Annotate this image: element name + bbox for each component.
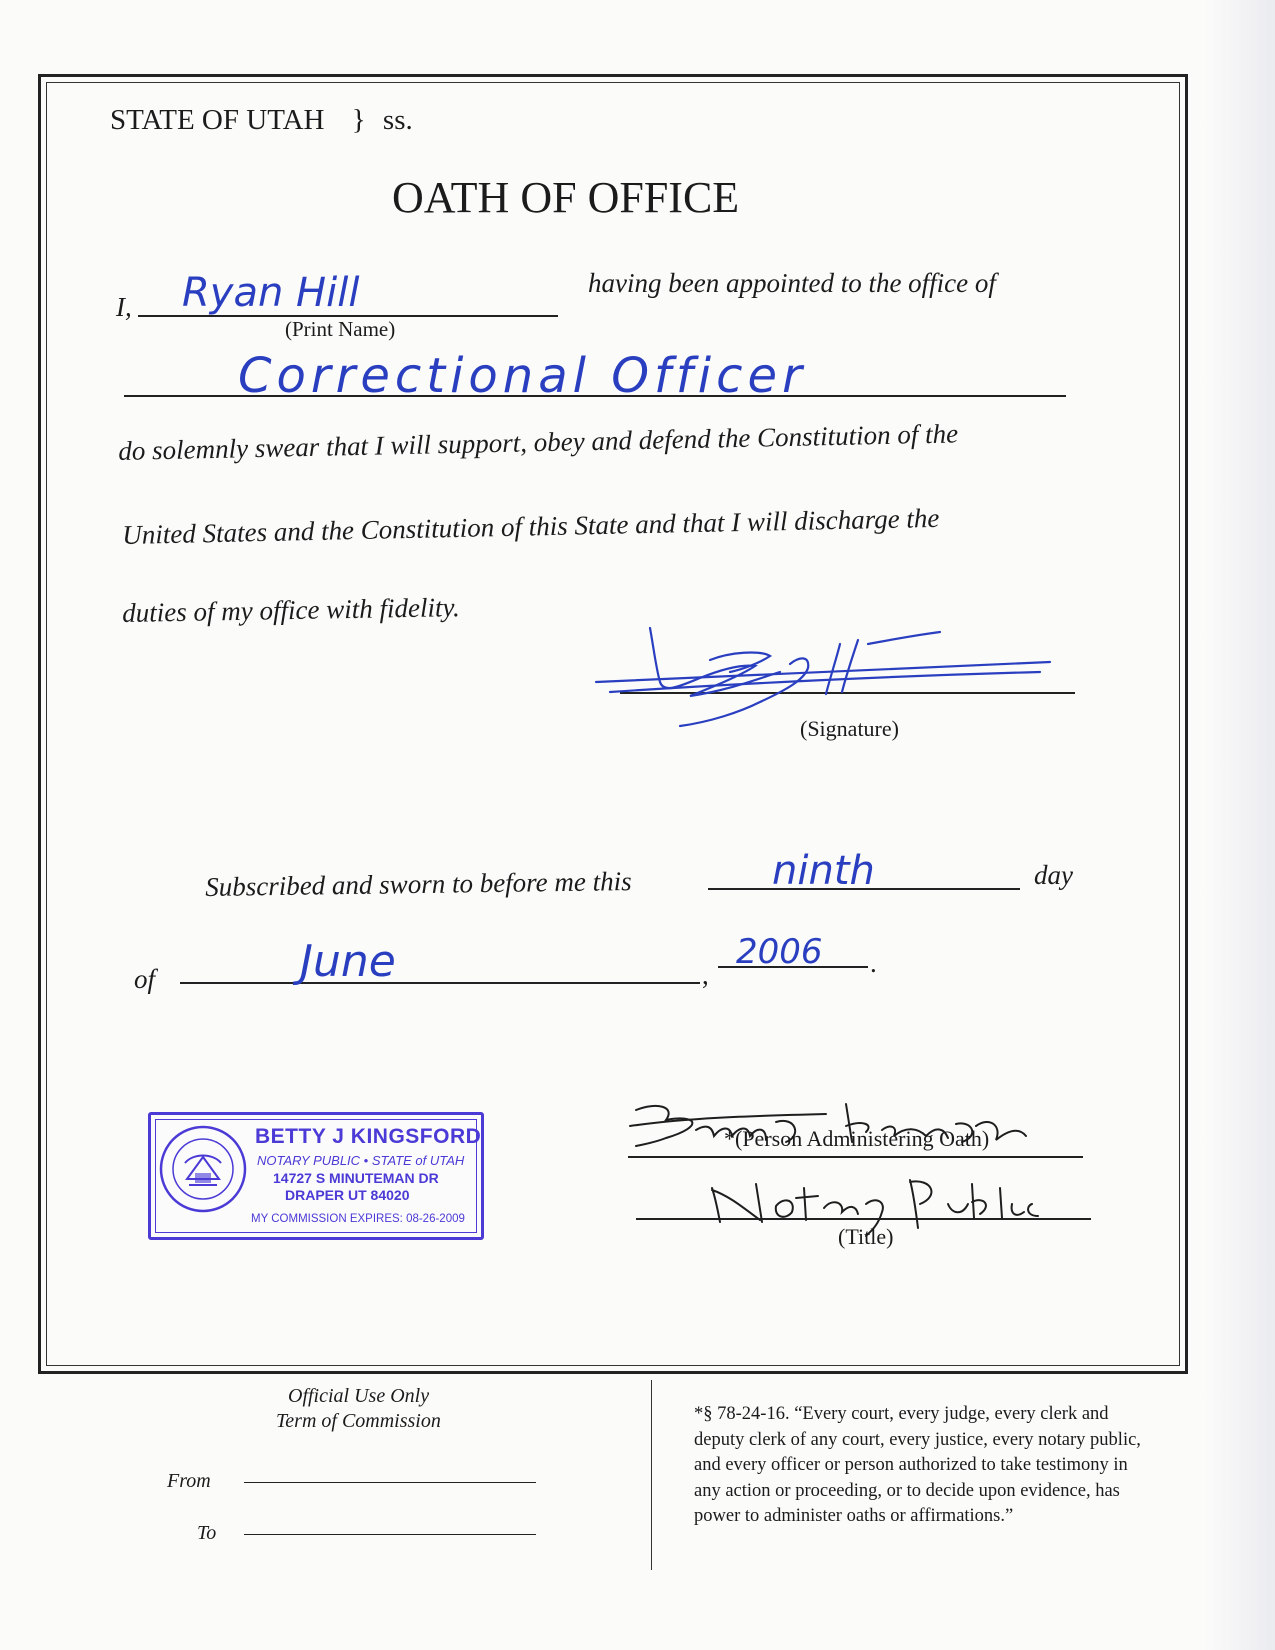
oath-body-line-2: United States and the Constitution of this State and that I will discharge the xyxy=(122,502,940,550)
day-word: day xyxy=(1034,860,1073,890)
state-heading xyxy=(110,104,413,137)
statute-text xyxy=(694,1402,1141,1530)
year-period: . xyxy=(870,948,877,978)
to-line[interactable] xyxy=(244,1534,536,1535)
venue-brace: } xyxy=(351,104,366,136)
official-use-label: Official Use Only xyxy=(288,1385,430,1407)
term-of-commission-label: Term of Commission xyxy=(276,1410,441,1432)
statute-line-4: any action or proceeding, or to decide upon evidence, has xyxy=(694,1480,1120,1501)
office-value: Correctional Officer xyxy=(238,348,807,404)
signature-caption: (Signature) xyxy=(800,716,899,741)
appointed-text: having been appointed to the office of xyxy=(588,268,996,298)
footer-divider xyxy=(651,1380,652,1570)
print-name-value: Ryan Hill xyxy=(182,270,360,316)
page-title: OATH OF OFFICE xyxy=(392,173,740,222)
oath-body-line-1: do solemnly swear that I will support, obey and defend the Constitution of the xyxy=(118,418,959,466)
subscribed-text: Subscribed and sworn to before me this xyxy=(205,866,632,902)
from-label: From xyxy=(167,1470,211,1492)
oath-body-line-3: duties of my office with fidelity. xyxy=(122,592,460,628)
year-value: 2006 xyxy=(736,932,823,972)
venue-ss: ss. xyxy=(382,104,413,136)
from-line[interactable] xyxy=(244,1482,536,1483)
title-caption: (Title) xyxy=(838,1224,894,1249)
state-name: STATE OF UTAH xyxy=(110,104,325,136)
stamp-address: 14727 S MINUTEMAN DR xyxy=(273,1170,439,1186)
stamp-notary-title: NOTARY PUBLIC • STATE of UTAH xyxy=(257,1153,465,1168)
to-label: To xyxy=(197,1522,217,1544)
statute-line-2: deputy clerk of any court, every justice, every notary public, xyxy=(694,1429,1141,1450)
stamp-commission: MY COMMISSION EXPIRES: 08-26-2009 xyxy=(251,1213,465,1225)
date-comma: , xyxy=(702,960,709,990)
of-word: of xyxy=(134,964,156,994)
notary-stamp xyxy=(148,1112,484,1240)
statute-line-5: power to administer oaths or affirmations.” xyxy=(694,1506,1014,1526)
day-value: ninth xyxy=(772,848,875,894)
statute-line-3: and every officer or person authorized to take testimony in xyxy=(694,1455,1128,1475)
person-administering-caption: *(Person Administering Oath) xyxy=(724,1126,990,1151)
month-value: June xyxy=(300,936,396,987)
stamp-notary-name: BETTY J KINGSFORD xyxy=(255,1125,482,1148)
stamp-city: DRAPER UT 84020 xyxy=(285,1187,410,1203)
oath-pronoun: I, xyxy=(116,292,132,322)
statute-line-1: *§ 78-24-16. “Every court, every judge, every clerk and xyxy=(694,1404,1109,1424)
scan-edge-shading xyxy=(1205,0,1275,1650)
print-name-caption: (Print Name) xyxy=(285,317,396,341)
state-seal-icon xyxy=(157,1123,249,1215)
month-line xyxy=(180,982,700,984)
